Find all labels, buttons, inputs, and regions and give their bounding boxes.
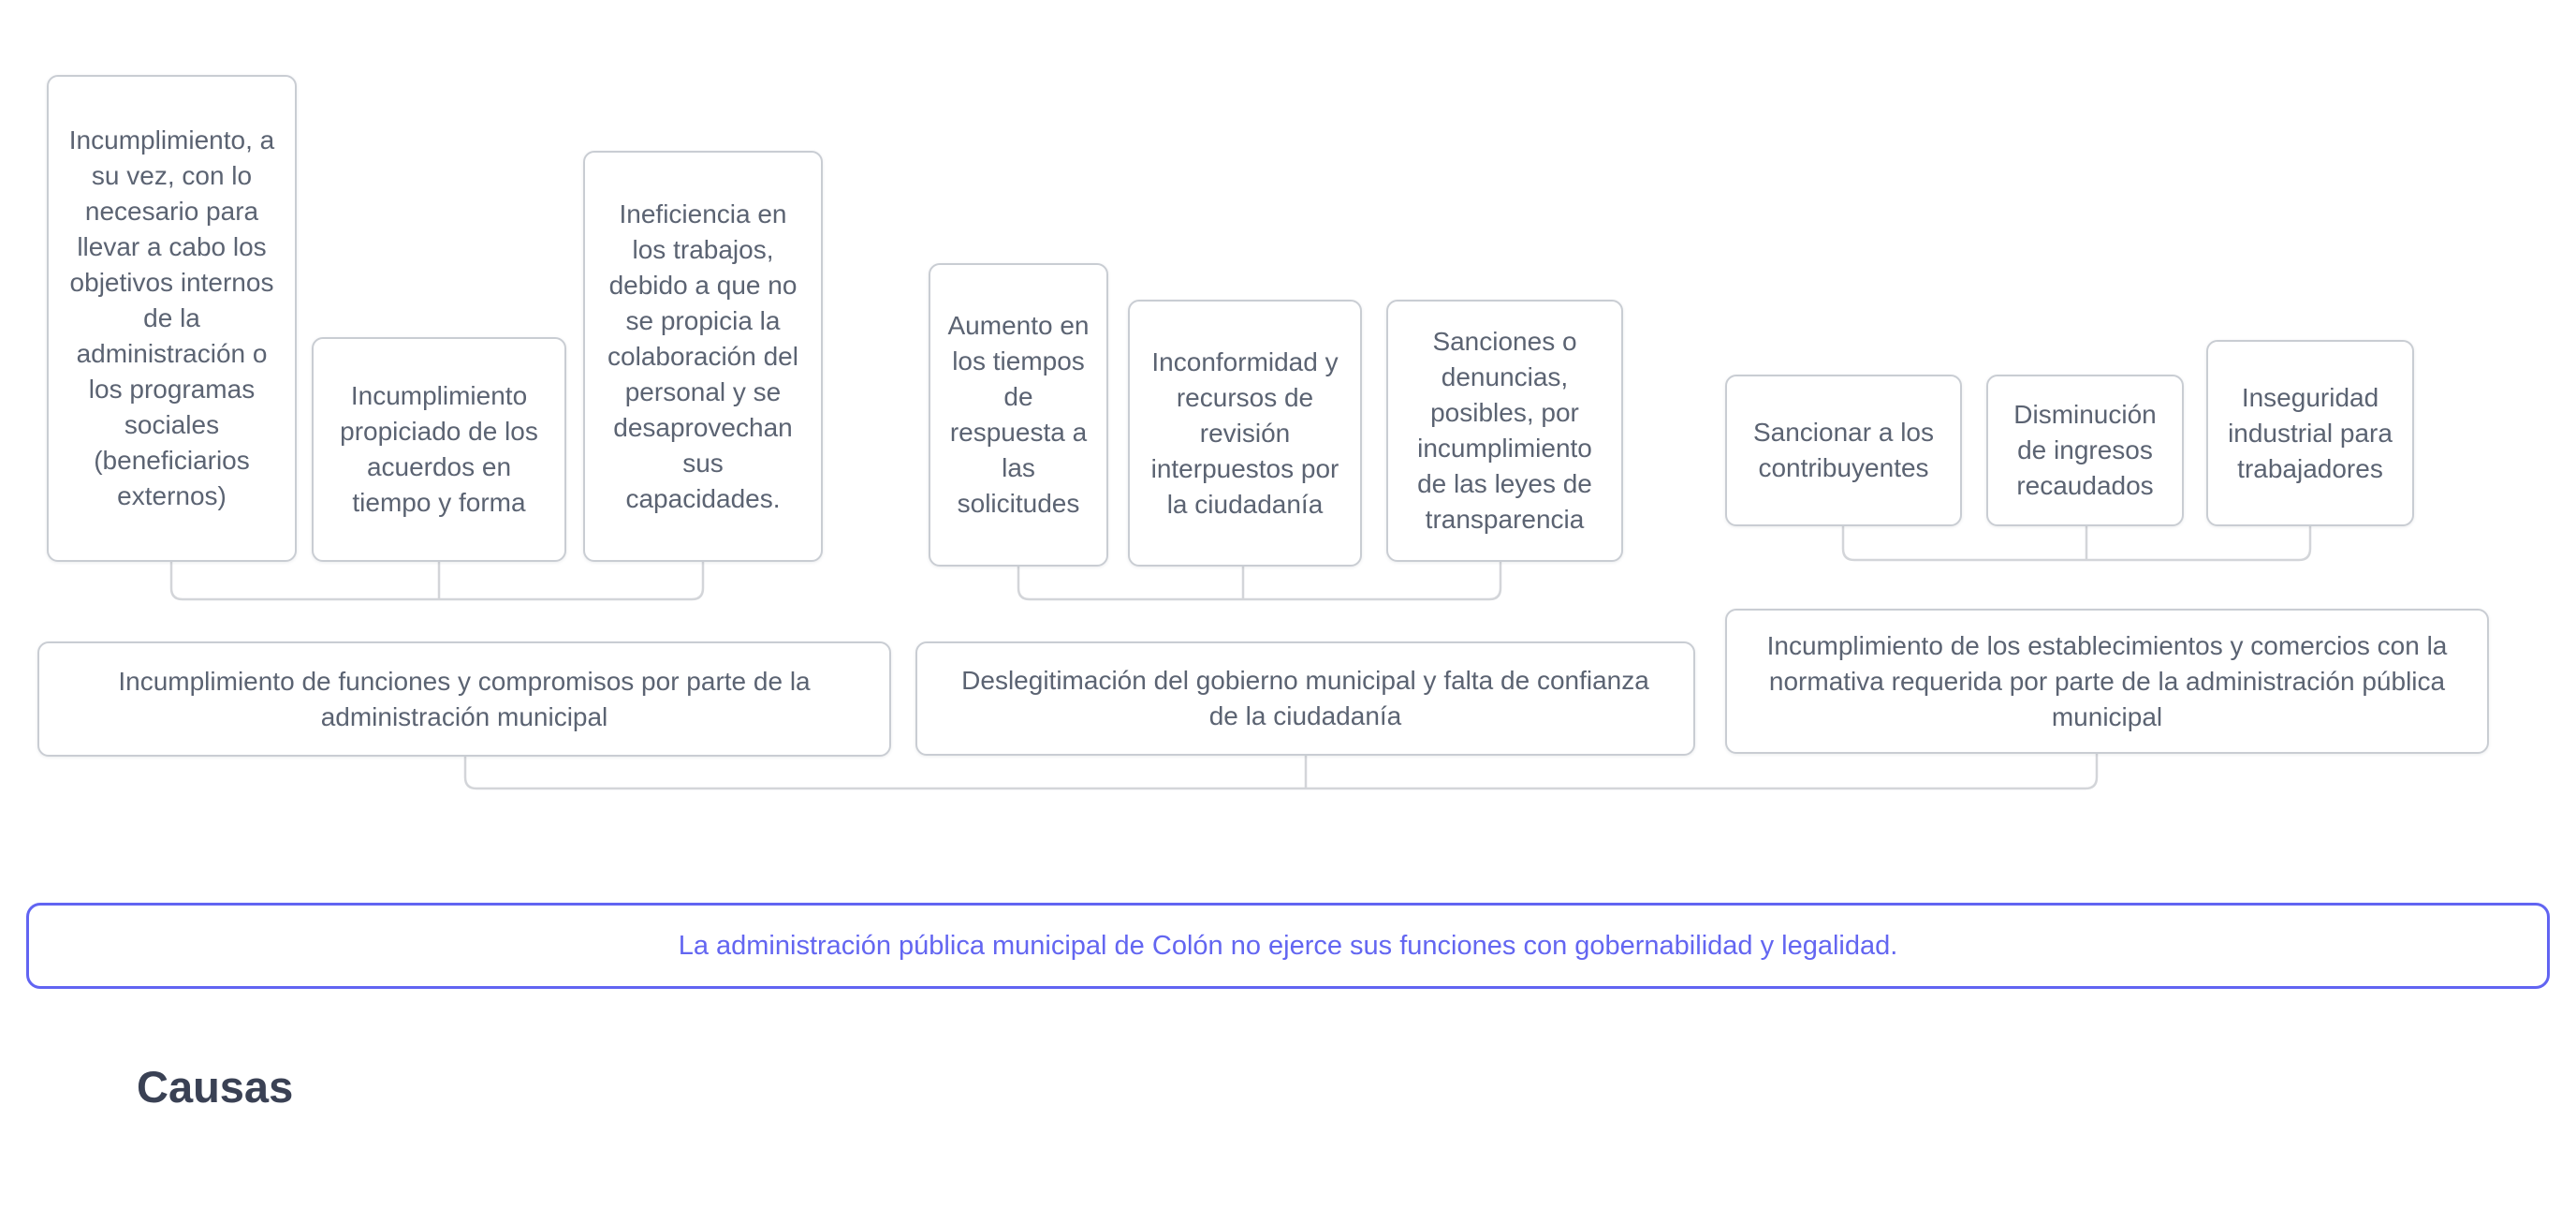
- effect-node-aumento-tiempos[interactable]: [929, 263, 1108, 567]
- effect-node-label: Ineficiencia en los trabajos, debido a que no se propicia la colaboración del personal y se desaprovechan sus capacidades.: [607, 199, 798, 513]
- central-problem-label: La administración pública municipal de Colón no ejerce sus funciones con gobernabilidad y legalidad.: [678, 931, 1898, 961]
- effect-node-sanciones-denuncias[interactable]: [1386, 300, 1623, 562]
- effect-node-disminucion-ingresos[interactable]: [1986, 375, 2184, 526]
- effect-node-label: Disminución de ingresos recaudados: [2013, 400, 2157, 500]
- level1-bus-connector: [465, 751, 2097, 788]
- effect-node-label: Inconformidad y recursos de revisión interpuestos por la ciudadanía: [1150, 346, 1339, 519]
- effect-node-label: Aumento en los tiempos de respuesta a las solicitudes: [947, 311, 1090, 518]
- effect-node-label: Sancionar a los contribuyentes: [1752, 418, 1934, 482]
- causas-heading: Causas: [137, 1062, 294, 1112]
- effect-node-label: Incumplimiento propiciado de los acuerdos en tiempo y forma: [340, 381, 538, 517]
- group2-bus-connector: [1018, 562, 1500, 599]
- effect-node-sancionar-contribuyentes[interactable]: [1725, 375, 1962, 526]
- central-problem-node[interactable]: [26, 903, 2550, 989]
- group3-bus-connector: [1843, 526, 2310, 560]
- effect-node-ineficiencia-trabajos[interactable]: [583, 151, 823, 562]
- effect-node-label: Inseguridad industrial para trabajadores: [2228, 382, 2393, 483]
- effect-node-label: Incumplimiento de los establecimientos y comercios con la normativa requerida por parte de la administración pública municipal: [1766, 630, 2448, 731]
- effect-node-incumplimiento-establecimientos[interactable]: [1725, 609, 2489, 754]
- effect-node-incumplimiento-acuerdos[interactable]: [312, 337, 566, 562]
- effect-node-inseguridad-industrial[interactable]: [2206, 340, 2414, 526]
- effect-node-label: Sanciones o denuncias, posibles, por incumplimiento de las leyes de transparencia: [1417, 327, 1592, 534]
- effect-node-inconformidad-recursos[interactable]: [1128, 300, 1362, 567]
- effect-node-label: Incumplimiento de funciones y compromisos por parte de la administración municipal: [118, 666, 811, 731]
- effect-node-deslegitimacion-gobierno[interactable]: [915, 641, 1695, 756]
- effect-node-label: Incumplimiento, a su vez, con lo necesario para llevar a cabo los objetivos internos de la administración o los programas sociales (beneficiarios externos): [68, 125, 275, 510]
- effect-node-incumplimiento-objetivos[interactable]: [47, 75, 297, 562]
- group1-bus-connector: [171, 562, 703, 599]
- effect-node-incumplimiento-funciones[interactable]: [37, 641, 891, 757]
- effect-node-label: Deslegitimación del gobierno municipal y falta de confianza de la ciudadanía: [961, 666, 1649, 730]
